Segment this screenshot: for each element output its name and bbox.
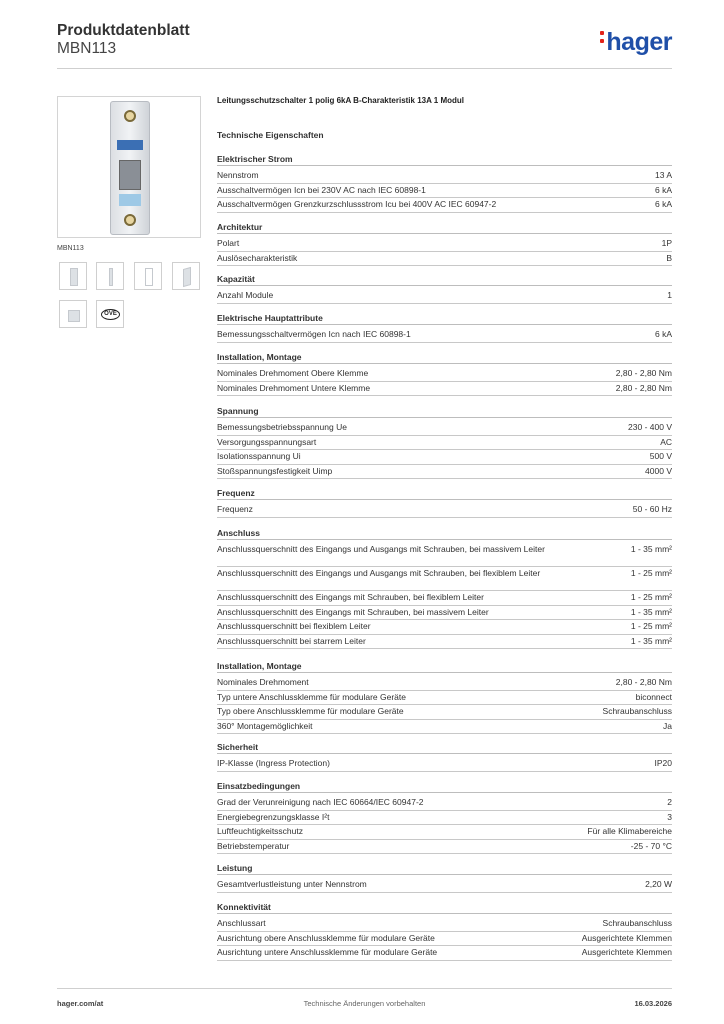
property-label: Energiebegrenzungsklasse I²t	[217, 811, 330, 822]
property-label: Auslösecharakteristik	[217, 252, 298, 263]
property-value: 1 - 25 mm²	[630, 568, 672, 578]
property-row	[217, 450, 672, 465]
property-value: 1	[667, 290, 672, 300]
image-caption: MBN113	[57, 245, 84, 252]
property-value: -25 - 70 °C	[630, 840, 672, 851]
footer-date: 16.03.2026	[634, 999, 672, 1008]
property-value: 1P	[661, 238, 672, 248]
property-label: Anschlussquerschnitt bei flexiblem Leiter	[217, 621, 371, 631]
property-row	[217, 591, 672, 606]
ove-certification-icon: ÖVE	[101, 309, 120, 320]
property-label: Typ obere Anschlussklemme für modulare Geräte	[217, 706, 404, 716]
page-header	[57, 22, 672, 69]
property-row	[217, 946, 672, 961]
property-label: Nennstrom	[217, 170, 259, 180]
property-label: Anschlussquerschnitt des Eingangs und Ausgangs mit Schrauben, bei flexiblem Leiter	[217, 568, 541, 578]
group-title: Konnektivität	[217, 902, 672, 914]
property-row	[217, 878, 672, 893]
thumbnail-certification[interactable]	[96, 300, 124, 328]
property-row	[217, 676, 672, 691]
property-value: 2,80 - 2,80 Nm	[615, 368, 672, 378]
hager-logo	[600, 28, 672, 57]
breaker-label-icon	[117, 140, 143, 150]
property-row	[217, 691, 672, 706]
property-row	[217, 169, 672, 184]
property-label: Ausschaltvermögen Icn bei 230V AC nach IEC 60898-1	[217, 184, 426, 195]
property-row	[217, 289, 672, 304]
property-label: Nominales Drehmoment Untere Klemme	[217, 382, 371, 393]
property-label: Nominales Drehmoment	[217, 677, 309, 687]
property-row	[217, 382, 672, 397]
breaker-thumb-icon	[70, 268, 78, 286]
property-value: 1 - 25 mm²	[630, 592, 672, 602]
property-value: 6 kA	[654, 184, 672, 195]
product-code: MBN113	[57, 40, 117, 57]
property-value: Für alle Klimabereiche	[587, 826, 672, 836]
property-row	[217, 198, 672, 213]
property-value: 13 A	[654, 170, 672, 180]
property-row	[217, 543, 672, 567]
product-name: Leitungsschutzschalter 1 polig 6kA B-Charakteristik 13A 1 Modul	[217, 96, 465, 105]
property-value: AC	[660, 436, 672, 447]
property-value: biconnect	[635, 691, 672, 702]
property-row	[217, 252, 672, 267]
property-row	[217, 840, 672, 855]
group-title: Elektrische Hauptattribute	[217, 313, 672, 325]
property-value: 2,80 - 2,80 Nm	[615, 382, 672, 393]
property-row	[217, 465, 672, 480]
thumbnail-side[interactable]	[96, 262, 124, 290]
property-value: Schraubanschluss	[602, 918, 672, 928]
property-row	[217, 825, 672, 840]
property-row	[217, 606, 672, 621]
section-heading: Technische Eigenschaften	[217, 130, 324, 140]
group-title: Einsatzbedingungen	[217, 781, 672, 793]
group-title: Architektur	[217, 222, 672, 234]
circuit-breaker-image	[110, 101, 150, 235]
property-value: Schraubanschluss	[602, 706, 672, 716]
thumbnail-front[interactable]	[59, 262, 87, 290]
property-value: 3	[667, 811, 672, 822]
property-row	[217, 184, 672, 199]
property-row	[217, 811, 672, 826]
property-row	[217, 932, 672, 947]
group-title: Installation, Montage	[217, 352, 672, 364]
group-title: Spannung	[217, 406, 672, 418]
property-label: Luftfeuchtigkeitsschutz	[217, 826, 303, 836]
property-row	[217, 567, 672, 591]
group-title: Anschluss	[217, 528, 672, 540]
bottom-screw-icon	[124, 214, 136, 226]
property-label: Anschlussquerschnitt des Eingangs mit Schrauben, bei flexiblem Leiter	[217, 592, 484, 602]
logo-text: hager	[606, 28, 672, 56]
property-value: 1 - 35 mm²	[630, 544, 672, 554]
property-label: Ausrichtung obere Anschlussklemme für modulare Geräte	[217, 932, 435, 943]
property-label: Grad der Verunreinigung nach IEC 60664/IEC 60947-2	[217, 797, 424, 807]
property-value: Ausgerichtete Klemmen	[581, 932, 672, 943]
property-row	[217, 503, 672, 518]
breaker-detail-thumb-icon	[68, 310, 80, 322]
property-row	[217, 421, 672, 436]
property-label: Stoßspannungsfestigkeit Uimp	[217, 465, 333, 476]
property-label: Bemessungsschaltvermögen Icn nach IEC 60898-1	[217, 329, 411, 339]
property-value: 6 kA	[654, 329, 672, 339]
footer-notice: Technische Änderungen vorbehalten	[303, 999, 426, 1008]
property-value: B	[666, 252, 672, 263]
thumbnail-angle[interactable]	[172, 262, 200, 290]
property-label: Anschlussart	[217, 918, 266, 928]
property-label: Nominales Drehmoment Obere Klemme	[217, 368, 369, 378]
property-row	[217, 620, 672, 635]
property-label: Betriebstemperatur	[217, 840, 290, 851]
property-row	[217, 237, 672, 252]
breaker-side-thumb-icon	[109, 268, 113, 286]
breaker-angle-thumb-icon	[183, 267, 191, 287]
property-label: Versorgungsspannungsart	[217, 436, 317, 447]
property-row	[217, 635, 672, 650]
property-value: 500 V	[649, 451, 672, 461]
property-label: Anzahl Module	[217, 290, 274, 300]
property-value: 230 - 400 V	[628, 422, 672, 432]
property-value: 2	[667, 797, 672, 807]
property-row	[217, 757, 672, 772]
property-value: 1 - 35 mm²	[630, 635, 672, 646]
footer-website[interactable]: hager.com/at	[57, 999, 104, 1008]
property-label: Isolationsspannung Ui	[217, 451, 301, 461]
property-value: 1 - 35 mm²	[630, 606, 672, 617]
property-value: Ja	[663, 720, 672, 731]
property-label: Bemessungsbetriebsspannung Ue	[217, 422, 347, 432]
property-row	[217, 917, 672, 932]
breaker-drawing-thumb-icon	[145, 268, 153, 286]
property-value: 2,80 - 2,80 Nm	[615, 677, 672, 687]
property-value: 6 kA	[654, 199, 672, 209]
top-screw-icon	[124, 110, 136, 122]
property-label: Anschlussquerschnitt des Eingangs und Ausgangs mit Schrauben, bei massivem Leiter	[217, 544, 545, 554]
property-row	[217, 436, 672, 451]
property-label: Polart	[217, 238, 240, 248]
property-row	[217, 367, 672, 382]
page-footer	[57, 988, 672, 1008]
property-label: Ausschaltvermögen Grenzkurzschlussstrom Icu bei 400V AC IEC 60947-2	[217, 199, 497, 209]
property-label: 360° Montagemöglichkeit	[217, 720, 313, 731]
product-image	[57, 96, 201, 238]
property-value: 2,20 W	[645, 879, 672, 889]
group-title: Sicherheit	[217, 742, 672, 754]
property-value: 4000 V	[645, 465, 672, 476]
property-label: Frequenz	[217, 504, 253, 514]
thumbnail-detail[interactable]	[59, 300, 87, 328]
breaker-window-icon	[119, 194, 141, 206]
property-value: 1 - 25 mm²	[630, 621, 672, 631]
property-label: Anschlussquerschnitt bei starrem Leiter	[217, 635, 366, 646]
property-label: Typ untere Anschlussklemme für modulare Geräte	[217, 691, 406, 702]
thumbnail-drawing[interactable]	[134, 262, 162, 290]
property-value: Ausgerichtete Klemmen	[581, 947, 672, 957]
property-label: Gesamtverlustleistung unter Nennstrom	[217, 879, 367, 889]
property-value: 50 - 60 Hz	[632, 504, 672, 514]
group-title: Kapazität	[217, 274, 672, 286]
property-row	[217, 796, 672, 811]
property-row	[217, 720, 672, 735]
group-title: Leistung	[217, 863, 672, 875]
group-title: Elektrischer Strom	[217, 154, 672, 166]
logo-dots-icon	[600, 31, 604, 47]
property-row	[217, 705, 672, 720]
document-title: Produktdatenblatt	[57, 22, 190, 39]
property-label: IP-Klasse (Ingress Protection)	[217, 758, 330, 768]
property-row	[217, 328, 672, 343]
breaker-lever-icon	[119, 160, 141, 190]
group-title: Frequenz	[217, 488, 672, 500]
property-value: IP20	[654, 758, 672, 768]
group-title: Installation, Montage	[217, 661, 672, 673]
property-label: Ausrichtung untere Anschlussklemme für modulare Geräte	[217, 947, 438, 957]
property-label: Anschlussquerschnitt des Eingangs mit Schrauben, bei massivem Leiter	[217, 606, 489, 617]
